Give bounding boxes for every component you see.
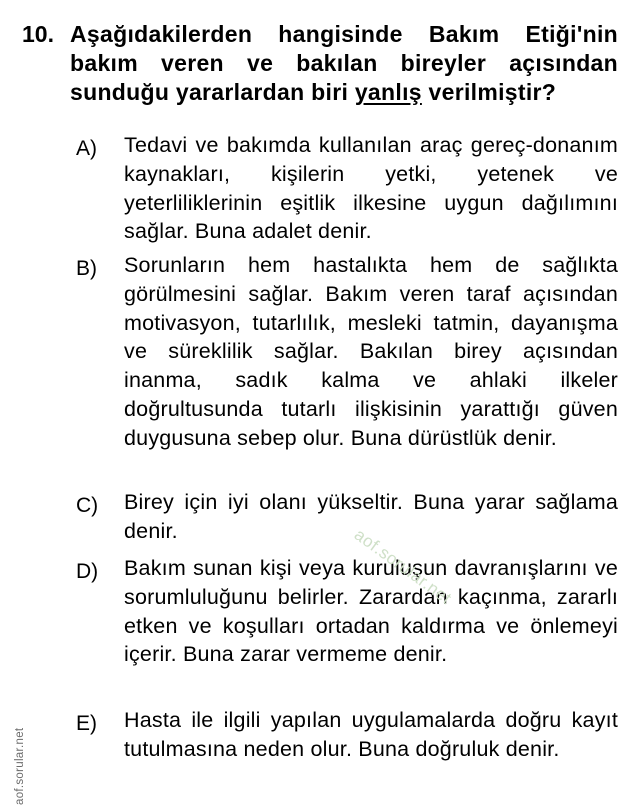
option-text: Bakım sunan kişi veya kuruluşun davranışlarını ve sorumluluğunu belirler. Zarardan kaçınma, zararlı etken ve koşulları ortadan kaldırma ve önlemeyi içerir. Buna zarar vermeme denir. — [124, 556, 618, 667]
option-text: Tedavi ve bakımda kullanılan araç gereç-donanım kaynakları, kişilerin yetki, yetenek ve yeterliliklerinin eşitlik ilkesine uygun dağılımını sağlar. Buna adalet denir. — [124, 133, 618, 244]
option-text: Birey için iyi olanı yükseltir. Buna yarar sağlama denir. — [124, 490, 618, 543]
question-number: 10. — [22, 21, 54, 47]
question-stem-text: Aşağıdakilerden hangisinde Bakım Etiği'nin bakım veren ve bakılan bireyler açısından sunduğu yararlardan biri — [70, 21, 618, 105]
question-stem — [70, 20, 618, 107]
side-watermark: aof.sorular.net — [14, 727, 26, 805]
diagonal-watermark: aof.sorular.net — [350, 525, 456, 609]
option-letter: B) — [76, 257, 97, 280]
option-letter: A) — [76, 137, 97, 160]
option-letter: E) — [76, 712, 97, 735]
question-stem-end: verilmiştir? — [421, 79, 557, 105]
option-text: Hasta ile ilgili yapılan uygulamalarda doğru kayıt tutulmasına neden olur. Buna doğruluk denir. — [124, 708, 618, 761]
option-letter: C) — [76, 494, 99, 517]
option-text: Sorunların hem hastalıkta hem de sağlıkta görülmesini sağlar. Bakım veren taraf açısından motivasyon, tutarlılık, mesleki tatmin, dayanışma ve süreklilik sağlar. Bakılan birey açısından inanma, sadık kalma ve ahlaki ilkeler doğrultusunda tutarlı ilişkisinin yarattığı güven duygusuna sebep olur. Buna dürüstlük denir. — [124, 253, 618, 450]
question-stem-emphasis: yanlış — [354, 79, 422, 105]
option-letter: D) — [76, 560, 99, 583]
